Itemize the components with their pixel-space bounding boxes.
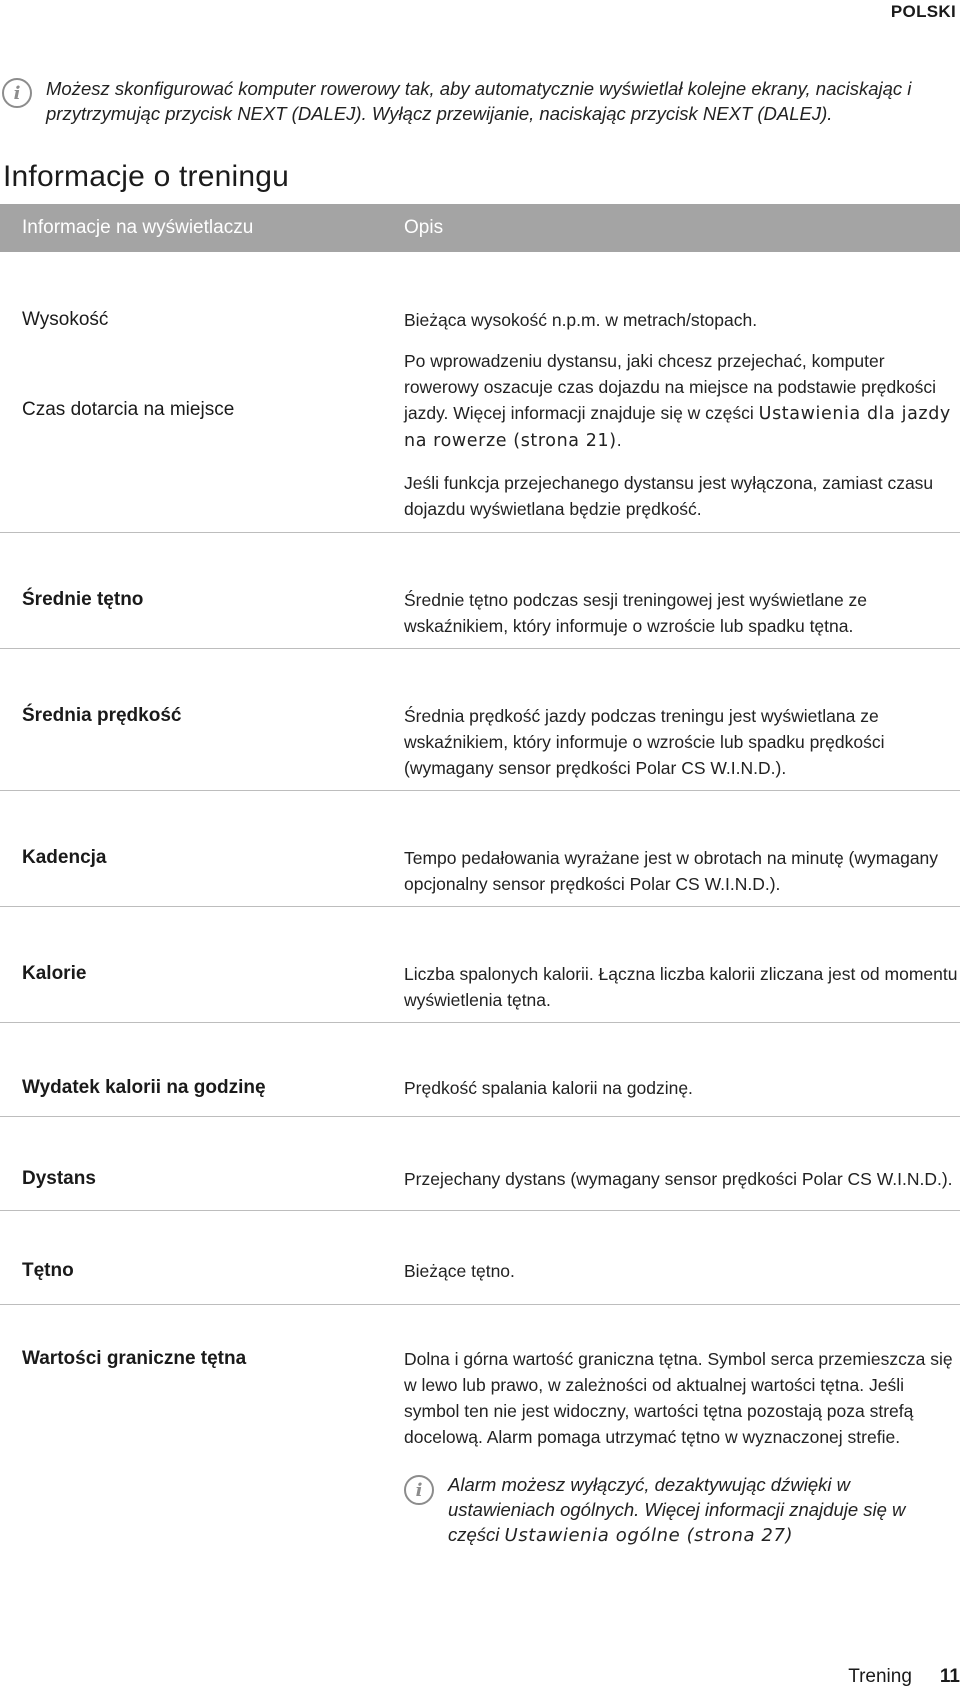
row-desc-arrival-time: [404, 348, 960, 454]
row-label-heart-rate: Tętno: [22, 1260, 74, 1281]
row-desc-avg-hr: Średnie tętno podczas sesji treningowej jest wyświetlane ze wskaźnikiem, który informuje o wzroście lub spadku tętna.: [404, 590, 868, 636]
table-row: [0, 1304, 960, 1554]
distance-off-desc: Jeśli funkcja przejechanego dystansu jest wyłączona, zamiast czasu dojazdu wyświetlana będzie prędkość.: [404, 473, 934, 519]
row-label-cadence: Kadencja: [22, 847, 107, 868]
hr-note-text: Alarm możesz wyłączyć, dezaktywując dźwięki w ustawieniach ogólnych. Więcej informacji znajduje się w części: [448, 1474, 906, 1545]
table-header: [0, 204, 960, 252]
info-icon: i: [2, 78, 32, 108]
table-row: [0, 1116, 960, 1211]
table-row: [0, 790, 960, 907]
row-desc-distance-off: [404, 470, 960, 522]
row-desc-avg-speed: Średnia prędkość jazdy podczas treningu jest wyświetlana ze wskaźnikiem, który informuje o wzroście lub spadku prędkości (wymagany sensor prędkości Polar CS W.I.N.D.).: [404, 706, 885, 778]
section-title: Informacje o treningu: [3, 160, 290, 193]
row-desc-distance: Przejechany dystans (wymagany sensor prędkości Polar CS W.I.N.D.).: [404, 1169, 953, 1189]
arrival-desc-link[interactable]: Ustawienia dla jazdy na rowerze (strona 21): [404, 404, 951, 451]
table-row: [0, 1210, 960, 1305]
row-label-avg-speed: Średnia prędkość: [22, 705, 182, 726]
table-row: [0, 648, 960, 791]
page-number: 11: [939, 1666, 960, 1687]
row-desc-altitude: [404, 307, 960, 333]
row-label-arrival-time: Czas dotarcia na miejsce: [22, 399, 235, 420]
row-desc-calories: Liczba spalonych kalorii. Łączna liczba kalorii zliczana jest od momentu wyświetlenia tętna.: [404, 964, 958, 1010]
header-col-display: Informacje na wyświetlaczu: [22, 217, 254, 238]
row-label-hr-limits: Wartości graniczne tętna: [22, 1348, 247, 1369]
row-desc-cadence: Tempo pedałowania wyrażane jest w obrotach na minutę (wymagany opcjonalny sensor prędkości Polar CS W.I.N.D.).: [404, 848, 939, 894]
language-label: POLSKI: [886, 0, 960, 24]
row-label-distance: Dystans: [22, 1168, 96, 1189]
info-icon: i: [404, 1475, 434, 1505]
hr-limits-note-text: [448, 1472, 960, 1548]
row-desc-calories-per-hour: Prędkość spalania kalorii na godzinę.: [404, 1078, 693, 1098]
table-row: [0, 906, 960, 1023]
page-footer: [848, 1666, 960, 1688]
arrival-desc-end: .: [616, 430, 622, 450]
row-desc-heart-rate: Bieżące tętno.: [404, 1261, 515, 1281]
hr-note-link[interactable]: Ustawienia ogólne (strona 27): [504, 1525, 794, 1546]
info-note-text: Możesz skonfigurować komputer rowerowy tak, aby automatycznie wyświetlał kolejne ekrany, naciskając i przytrzymując przycisk NEXT (DALEJ). Wyłącz przewijanie, naciskając przycisk NEXT (DALEJ).: [46, 78, 912, 124]
row-desc-hr-limits: Dolna i górna wartość graniczna tętna. Symbol serca przemieszcza się w lewo lub prawo, w zależności od aktualnej wartości tętna. Jeśli symbol ten nie jest widoczny, wartości tętna pozostają poza strefą docelową. Alarm pomaga utrzymać tętno w wyznaczonej strefie.: [404, 1349, 953, 1447]
arrival-desc: [404, 348, 960, 454]
arrival-desc-text: Po wprowadzeniu dystansu, jaki chcesz przejechać, komputer rowerowy oszacuje czas dojazdu na miejsce na podstawie prędkości jazdy. Więcej informacji znajduje się w części: [404, 351, 937, 423]
row-label-avg-hr: Średnie tętno: [22, 589, 144, 610]
info-note: [0, 76, 940, 126]
table-row: [0, 532, 960, 649]
row-label-altitude: Wysokość: [22, 309, 109, 330]
header-col-description: Opis: [404, 217, 444, 238]
table-row: [0, 252, 960, 533]
footer-section: Trening: [848, 1666, 912, 1687]
row-label-calories-per-hour: Wydatek kalorii na godzinę: [22, 1077, 266, 1098]
altitude-desc: Bieżąca wysokość n.p.m. w metrach/stopach.: [404, 310, 758, 330]
hr-limits-note: [404, 1472, 960, 1548]
table-row: [0, 1022, 960, 1117]
row-label-calories: Kalorie: [22, 963, 87, 984]
